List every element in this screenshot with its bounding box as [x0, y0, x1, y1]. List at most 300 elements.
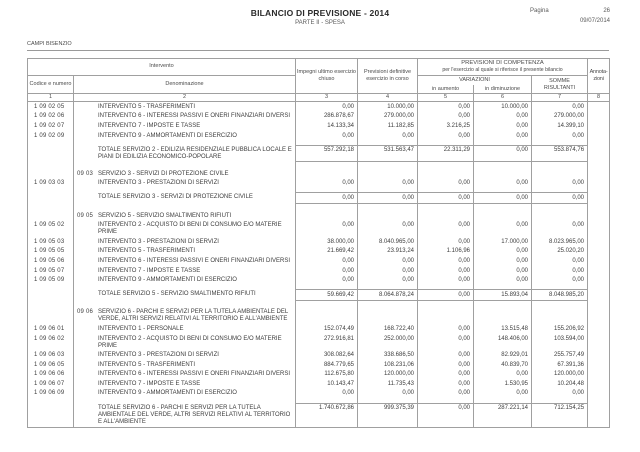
header-impegni: Impegni ultimo esercizio chiuso — [296, 59, 358, 94]
previsioni-value — [358, 211, 418, 221]
diminuzione-value: 148.406,00 — [474, 334, 532, 351]
page-meta — [530, 8, 610, 24]
header-annotazioni: Annota-zioni — [588, 59, 610, 94]
table-row — [28, 290, 610, 301]
impegni-value — [296, 211, 358, 221]
impegni-value: 0,00 — [296, 179, 358, 189]
entity-name: CAMPI BISENZIO — [27, 41, 72, 47]
impegni-value: 0,00 — [296, 266, 358, 276]
aumento-value: 22.311,29 — [418, 145, 474, 162]
annotation-cell — [588, 276, 610, 286]
impegni-value: 21.669,42 — [296, 247, 358, 257]
row-code — [28, 308, 74, 325]
table-row — [28, 334, 610, 351]
previsioni-value: 0,00 — [358, 193, 418, 204]
table-row — [28, 389, 610, 399]
diminuzione-value: 1.530,95 — [474, 379, 532, 389]
row-label: INTERVENTO 7 - IMPOSTE E TASSE — [98, 267, 201, 274]
header-previsioni: Previsioni definitive esercizio in corso — [358, 59, 418, 94]
diminuzione-value: 0,00 — [474, 131, 532, 141]
row-denomination — [74, 247, 296, 257]
previsioni-value: 11.735,43 — [358, 379, 418, 389]
spacer-cell — [474, 162, 532, 170]
aumento-value: 0,00 — [418, 403, 474, 427]
row-code: 1 09 05 09 — [28, 276, 74, 286]
table-row — [28, 256, 610, 266]
impegni-value: 272.916,81 — [296, 334, 358, 351]
row-denomination — [74, 256, 296, 266]
header-in-diminuzione: in diminuzione — [474, 85, 532, 94]
row-code: 1 09 06 07 — [28, 379, 74, 389]
somme-value: 0,00 — [532, 256, 588, 266]
annotation-cell — [588, 112, 610, 122]
aumento-value: 0,00 — [418, 379, 474, 389]
row-denomination — [74, 351, 296, 361]
row-code: 1 09 06 06 — [28, 370, 74, 380]
table-row — [28, 122, 610, 132]
row-denomination — [74, 221, 296, 238]
row-code: 1 09 02 06 — [28, 112, 74, 122]
annotation-cell — [588, 169, 610, 179]
aumento-value: 0,00 — [418, 221, 474, 238]
spacer-row — [28, 162, 610, 170]
diminuzione-value — [474, 211, 532, 221]
diminuzione-value: 0,00 — [474, 370, 532, 380]
annotation-cell — [588, 256, 610, 266]
column-number: 1 — [28, 94, 74, 102]
row-label: INTERVENTO 3 - PRESTAZIONI DI SERVIZI — [98, 238, 219, 245]
previsioni-value: 999.375,39 — [358, 403, 418, 427]
page-title: BILANCIO DI PREVISIONE - 2014 — [250, 8, 390, 18]
diminuzione-value: 15.893,04 — [474, 290, 532, 301]
row-label: INTERVENTO 5 - TRASFERIMENTI — [98, 103, 196, 110]
header-competenza — [418, 59, 588, 76]
row-denomination — [74, 334, 296, 351]
aumento-value: 0,00 — [418, 389, 474, 399]
annotation-cell — [588, 403, 610, 427]
budget-table — [27, 58, 610, 428]
diminuzione-value: 0,00 — [474, 221, 532, 238]
previsioni-value: 108.231,06 — [358, 360, 418, 370]
diminuzione-value: 0,00 — [474, 276, 532, 286]
somme-value: 155.206,92 — [532, 324, 588, 334]
spacer-cell — [588, 162, 610, 170]
somme-value — [532, 211, 588, 221]
impegni-value: 0,00 — [296, 102, 358, 112]
previsioni-value: 252.000,00 — [358, 334, 418, 351]
table-row — [28, 266, 610, 276]
spacer-cell — [28, 204, 74, 212]
aumento-value: 0,00 — [418, 360, 474, 370]
diminuzione-value — [474, 169, 532, 179]
spacer-cell — [532, 204, 588, 212]
row-code — [28, 169, 74, 179]
table-row — [28, 211, 610, 221]
aumento-value: 0,00 — [418, 370, 474, 380]
row-denomination — [74, 145, 296, 162]
somme-value: 0,00 — [532, 131, 588, 141]
spacer-cell — [358, 300, 418, 308]
somme-value: 279.000,00 — [532, 112, 588, 122]
previsioni-value: 0,00 — [358, 266, 418, 276]
row-denomination — [74, 389, 296, 399]
impegni-value: 884.779,65 — [296, 360, 358, 370]
column-number: 6 — [474, 94, 532, 102]
table-row — [28, 370, 610, 380]
impegni-value: 14.133,34 — [296, 122, 358, 132]
aumento-value — [418, 308, 474, 325]
row-code: 1 09 05 05 — [28, 247, 74, 257]
header-somme: SOMME RISULTANTI — [532, 75, 588, 94]
spacer-cell — [296, 204, 358, 212]
annotation-cell — [588, 237, 610, 247]
row-denomination — [74, 324, 296, 334]
somme-value: 14.399,10 — [532, 122, 588, 132]
row-code: 1 09 06 09 — [28, 389, 74, 399]
aumento-value: 0,00 — [418, 324, 474, 334]
diminuzione-value: 0,00 — [474, 256, 532, 266]
row-label: INTERVENTO 3 - PRESTAZIONI DI SERVIZI — [98, 352, 219, 359]
row-denomination — [74, 370, 296, 380]
diminuzione-value — [474, 308, 532, 325]
spacer-row — [28, 204, 610, 212]
row-label: INTERVENTO 6 - INTERESSI PASSIVI E ONERI FINANZIARI DIVERSI — [98, 113, 291, 120]
page-number: 26 — [603, 8, 610, 14]
row-denomination — [74, 276, 296, 286]
diminuzione-value: 13.515,48 — [474, 324, 532, 334]
impegni-value: 308.082,64 — [296, 351, 358, 361]
aumento-value: 0,00 — [418, 131, 474, 141]
diminuzione-value: 287.221,14 — [474, 403, 532, 427]
previsioni-value: 338.686,50 — [358, 351, 418, 361]
impegni-value: 152.074,49 — [296, 324, 358, 334]
diminuzione-value: 0,00 — [474, 389, 532, 399]
service-code: 09 05 — [77, 212, 94, 219]
spacer-cell — [358, 162, 418, 170]
aumento-value: 0,00 — [418, 276, 474, 286]
diminuzione-value: 0,00 — [474, 122, 532, 132]
spacer-cell — [418, 162, 474, 170]
somme-value: 103.594,00 — [532, 334, 588, 351]
previsioni-value — [358, 308, 418, 325]
row-label: INTERVENTO 6 - INTERESSI PASSIVI E ONERI FINANZIARI DIVERSI — [98, 371, 291, 378]
row-denomination — [74, 179, 296, 189]
header-variazioni: VARIAZIONI — [418, 75, 532, 84]
impegni-value: 112.675,80 — [296, 370, 358, 380]
row-code: 1 09 06 02 — [28, 334, 74, 351]
somme-value: 255.757,49 — [532, 351, 588, 361]
service-code: 09 03 — [77, 170, 94, 177]
diminuzione-value: 0,00 — [474, 145, 532, 162]
header-competenza-line2: per l'esercizio al quale si riferisce il presente bilancio — [442, 67, 563, 74]
row-denomination — [74, 131, 296, 141]
column-number: 5 — [418, 94, 474, 102]
somme-value: 0,00 — [532, 179, 588, 189]
annotation-cell — [588, 193, 610, 204]
row-code: 1 09 03 03 — [28, 179, 74, 189]
aumento-value: 0,00 — [418, 290, 474, 301]
annotation-cell — [588, 370, 610, 380]
row-label: INTERVENTO 2 - ACQUISTO DI BENI DI CONSUMO E/O MATERIE PRIME — [98, 335, 282, 349]
row-denomination — [74, 102, 296, 112]
previsioni-value: 0,00 — [358, 179, 418, 189]
row-label: INTERVENTO 5 - TRASFERIMENTI — [98, 361, 196, 368]
row-code — [28, 193, 74, 204]
row-code: 1 09 06 03 — [28, 351, 74, 361]
impegni-value: 557.292,18 — [296, 145, 358, 162]
impegni-value: 59.669,42 — [296, 290, 358, 301]
spacer-cell — [28, 162, 74, 170]
column-number: 3 — [296, 94, 358, 102]
somme-value — [532, 308, 588, 325]
page-subtitle: PARTE II - SPESA — [295, 20, 345, 26]
impegni-value: 0,00 — [296, 221, 358, 238]
column-number: 8 — [588, 94, 610, 102]
table-row — [28, 360, 610, 370]
previsioni-value: 120.000,00 — [358, 370, 418, 380]
previsioni-value: 0,00 — [358, 276, 418, 286]
row-denomination — [74, 379, 296, 389]
spacer-cell — [532, 300, 588, 308]
previsioni-value: 0,00 — [358, 256, 418, 266]
row-code: 1 09 05 07 — [28, 266, 74, 276]
header-denominazione: Denominazione — [74, 75, 296, 94]
column-number: 4 — [358, 94, 418, 102]
spacer-cell — [418, 204, 474, 212]
row-label: INTERVENTO 3 - PRESTAZIONI DI SERVIZI — [98, 180, 219, 187]
table-row — [28, 237, 610, 247]
spacer-cell — [588, 204, 610, 212]
aumento-value — [418, 211, 474, 221]
annotation-cell — [588, 247, 610, 257]
diminuzione-value: 0,00 — [474, 112, 532, 122]
aumento-value: 0,00 — [418, 179, 474, 189]
somme-value: 0,00 — [532, 102, 588, 112]
service-code: 09 06 — [77, 309, 94, 316]
annotation-cell — [588, 145, 610, 162]
impegni-value: 286.878,67 — [296, 112, 358, 122]
aumento-value: 1.106,96 — [418, 247, 474, 257]
annotation-cell — [588, 290, 610, 301]
spacer-cell — [296, 162, 358, 170]
row-label: INTERVENTO 2 - ACQUISTO DI BENI DI CONSUMO E/O MATERIE PRIME — [98, 222, 282, 236]
row-code — [28, 290, 74, 301]
spacer-cell — [296, 300, 358, 308]
row-code: 1 09 06 01 — [28, 324, 74, 334]
row-label: INTERVENTO 7 - IMPOSTE E TASSE — [98, 123, 201, 130]
table-row — [28, 193, 610, 204]
previsioni-value: 8.040.965,00 — [358, 237, 418, 247]
header-in-aumento: in aumento — [418, 85, 474, 94]
row-denomination — [74, 308, 296, 325]
row-label: INTERVENTO 9 - AMMORTAMENTI DI ESERCIZIO — [98, 132, 237, 139]
row-denomination — [74, 122, 296, 132]
aumento-value: 3.216,25 — [418, 122, 474, 132]
annotation-cell — [588, 122, 610, 132]
previsioni-value — [358, 169, 418, 179]
annotation-cell — [588, 266, 610, 276]
previsioni-value: 168.722,40 — [358, 324, 418, 334]
table-row — [28, 131, 610, 141]
annotation-cell — [588, 179, 610, 189]
annotation-cell — [588, 379, 610, 389]
aumento-value: 0,00 — [418, 112, 474, 122]
previsioni-value: 23.913,24 — [358, 247, 418, 257]
previsioni-value: 11.182,85 — [358, 122, 418, 132]
spacer-cell — [474, 204, 532, 212]
previsioni-value: 0,00 — [358, 221, 418, 238]
header-intervento: Intervento — [28, 59, 296, 76]
row-code: 1 09 05 03 — [28, 237, 74, 247]
spacer-cell — [74, 300, 296, 308]
aumento-value: 0,00 — [418, 334, 474, 351]
aumento-value — [418, 169, 474, 179]
row-label: TOTALE SERVIZIO 3 - SERVIZI DI PROTEZIONE CIVILE — [98, 194, 253, 201]
previsioni-value: 531.563,47 — [358, 145, 418, 162]
table-row — [28, 221, 610, 238]
diminuzione-value: 0,00 — [474, 266, 532, 276]
row-code — [28, 403, 74, 427]
somme-value: 8.023.965,00 — [532, 237, 588, 247]
diminuzione-value: 40.839,70 — [474, 360, 532, 370]
annotation-cell — [588, 324, 610, 334]
spacer-cell — [358, 204, 418, 212]
spacer-cell — [74, 204, 296, 212]
row-code — [28, 211, 74, 221]
row-denomination — [74, 193, 296, 204]
somme-value: 67.391,36 — [532, 360, 588, 370]
table-row — [28, 169, 610, 179]
table-row — [28, 102, 610, 112]
somme-value: 10.204,48 — [532, 379, 588, 389]
annotation-cell — [588, 308, 610, 325]
impegni-value: 0,00 — [296, 389, 358, 399]
diminuzione-value: 17.000,00 — [474, 237, 532, 247]
annotation-cell — [588, 351, 610, 361]
table-row — [28, 324, 610, 334]
somme-value: 553.874,76 — [532, 145, 588, 162]
row-label: INTERVENTO 9 - AMMORTAMENTI DI ESERCIZIO — [98, 390, 237, 397]
somme-value — [532, 169, 588, 179]
annotation-cell — [588, 211, 610, 221]
impegni-value: 1.740.672,86 — [296, 403, 358, 427]
somme-value: 0,00 — [532, 221, 588, 238]
previsioni-value: 0,00 — [358, 389, 418, 399]
row-code: 1 09 02 07 — [28, 122, 74, 132]
print-date: 09/07/2014 — [579, 18, 610, 24]
page-number-label: Pagina — [530, 8, 549, 14]
row-denomination — [74, 403, 296, 427]
row-label: INTERVENTO 1 - PERSONALE — [98, 325, 184, 332]
aumento-value: 0,00 — [418, 266, 474, 276]
row-denomination — [74, 360, 296, 370]
row-denomination — [74, 112, 296, 122]
previsioni-value: 0,00 — [358, 131, 418, 141]
spacer-cell — [28, 300, 74, 308]
row-label: TOTALE SERVIZIO 5 - SERVIZIO SMALTIMENTO RIFIUTI — [98, 291, 256, 298]
somme-value: 120.000,00 — [532, 370, 588, 380]
table-row — [28, 276, 610, 286]
impegni-value: 0,00 — [296, 193, 358, 204]
diminuzione-value: 0,00 — [474, 247, 532, 257]
row-code — [28, 145, 74, 162]
row-denomination — [74, 237, 296, 247]
aumento-value: 0,00 — [418, 237, 474, 247]
spacer-cell — [418, 300, 474, 308]
somme-value: 8.048.985,20 — [532, 290, 588, 301]
row-label: INTERVENTO 6 - INTERESSI PASSIVI E ONERI FINANZIARI DIVERSI — [98, 257, 291, 264]
row-label: INTERVENTO 7 - IMPOSTE E TASSE — [98, 380, 201, 387]
table-row — [28, 112, 610, 122]
spacer-cell — [532, 162, 588, 170]
impegni-value — [296, 308, 358, 325]
row-code: 1 09 02 09 — [28, 131, 74, 141]
impegni-value — [296, 169, 358, 179]
table-row — [28, 351, 610, 361]
spacer-cell — [588, 300, 610, 308]
header-competenza-line1: PREVISIONI DI COMPETENZA — [461, 60, 544, 66]
row-code: 1 09 05 06 — [28, 256, 74, 266]
table-body — [28, 102, 610, 427]
annotation-cell — [588, 131, 610, 141]
somme-value: 25.020,20 — [532, 247, 588, 257]
row-label: SERVIZIO 5 - SERVIZIO SMALTIMENTO RIFIUTI — [98, 212, 232, 219]
row-code: 1 09 02 05 — [28, 102, 74, 112]
impegni-value: 0,00 — [296, 276, 358, 286]
previsioni-value: 279.000,00 — [358, 112, 418, 122]
impegni-value: 10.143,47 — [296, 379, 358, 389]
somme-value: 0,00 — [532, 193, 588, 204]
annotation-cell — [588, 360, 610, 370]
diminuzione-value: 0,00 — [474, 193, 532, 204]
row-code: 1 09 05 02 — [28, 221, 74, 238]
row-label: INTERVENTO 5 - TRASFERIMENTI — [98, 248, 196, 255]
impegni-value: 38.000,00 — [296, 237, 358, 247]
previsioni-value: 10.000,00 — [358, 102, 418, 112]
annotation-cell — [588, 221, 610, 238]
row-denomination — [74, 211, 296, 221]
somme-value: 0,00 — [532, 276, 588, 286]
row-denomination — [74, 169, 296, 179]
annotation-cell — [588, 334, 610, 351]
row-label: SERVIZIO 3 - SERVIZI DI PROTEZIONE CIVILE — [98, 170, 229, 177]
row-denomination — [74, 290, 296, 301]
annotation-cell — [588, 389, 610, 399]
table-row — [28, 379, 610, 389]
spacer-row — [28, 300, 610, 308]
impegni-value: 0,00 — [296, 256, 358, 266]
table-row — [28, 247, 610, 257]
somme-value: 0,00 — [532, 266, 588, 276]
row-label: INTERVENTO 9 - AMMORTAMENTI DI ESERCIZIO — [98, 277, 237, 284]
column-number: 7 — [532, 94, 588, 102]
aumento-value: 0,00 — [418, 193, 474, 204]
table-row — [28, 403, 610, 427]
diminuzione-value: 82.929,01 — [474, 351, 532, 361]
table-row — [28, 145, 610, 162]
aumento-value: 0,00 — [418, 102, 474, 112]
spacer-cell — [74, 162, 296, 170]
row-code: 1 09 06 05 — [28, 360, 74, 370]
aumento-value: 0,00 — [418, 256, 474, 266]
column-number-row — [28, 94, 610, 102]
table-header — [28, 59, 610, 102]
diminuzione-value: 0,00 — [474, 179, 532, 189]
impegni-value: 0,00 — [296, 131, 358, 141]
somme-value: 0,00 — [532, 389, 588, 399]
entity-divider — [27, 50, 609, 51]
row-label: SERVIZIO 6 - PARCHI E SERVIZI PER LA TUTELA AMBIENTALE DEL VERDE, ALTRI SERVIZI RELATIVI AL TERRITORIO E ALL'AMBIENTE — [98, 309, 288, 323]
